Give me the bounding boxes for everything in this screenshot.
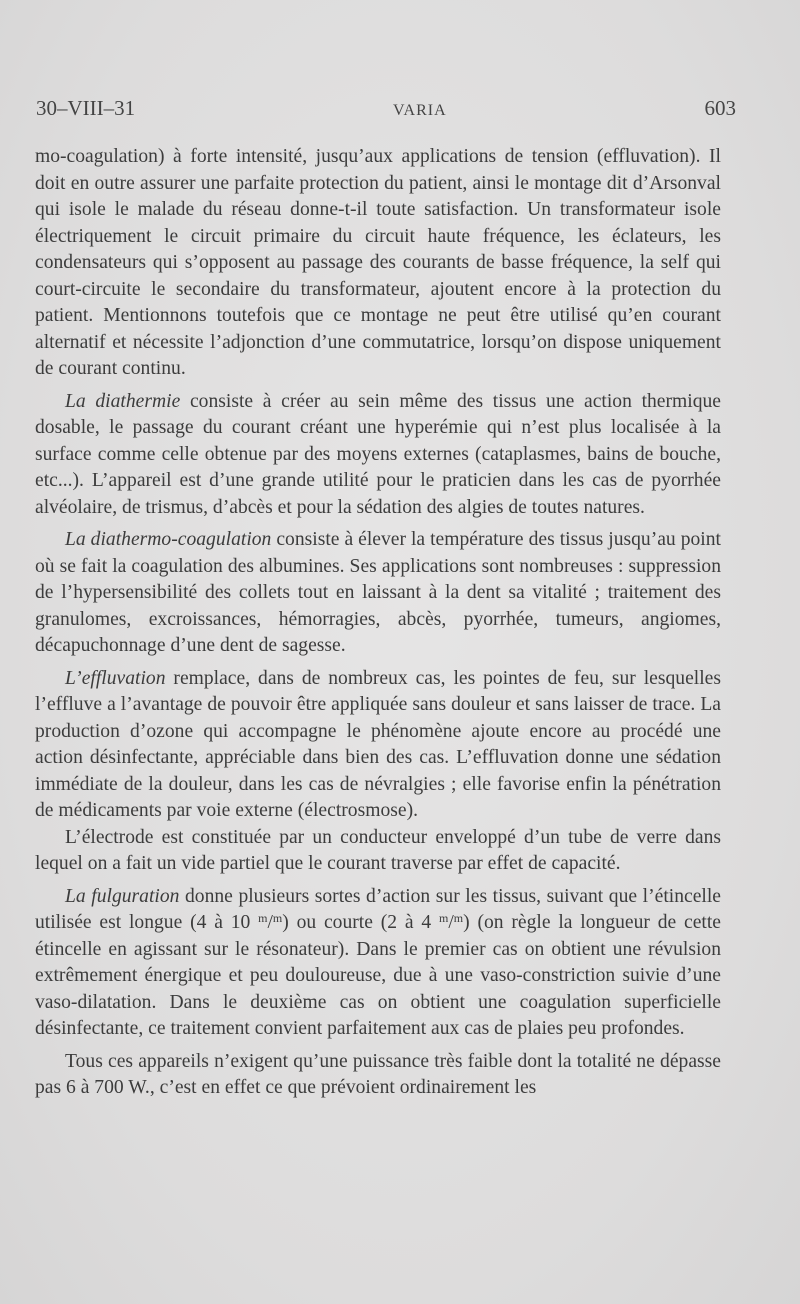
- page-number: 603: [704, 96, 736, 120]
- paragraph-appareils: Tous ces appareils n’exigent qu’une puissance très faible dont la totalité ne dépasse pas 6 à 700 W., c’est en effet ce que prévoient ordinairement les: [35, 1050, 721, 1098]
- paragraph-diathermo-coagulation-text: consiste à élever la température des tissus jusqu’au point où se fait la coagulation des albumines. Ses applications sont nombreuses : suppression de l’hypersensibilité des collets tout en laissant à la dent sa vitalité ; traitement des granulomes, excroissances, hémorragies, abcès, pyorrhée, tumeurs, angiomes, décapuchonnage d’une dent de sagesse.: [35, 529, 721, 656]
- body-text: [35, 144, 721, 1102]
- paragraph-diathermo-coagulation: [35, 527, 721, 660]
- paragraph-fulguration: [35, 884, 721, 1043]
- paragraph-fulguration-text-a: donne plusieurs sortes d’action sur les tissus, suivant que l’étincelle utilisée est longue (4 à 10: [35, 885, 721, 933]
- term-diathermo-coagulation: La diathermo-coagulation: [65, 529, 272, 550]
- running-header: [36, 96, 736, 126]
- paragraph-fulguration-text-c: ) (on règle la longueur de cette étincelle en agissant sur le résonateur). Dans le premier cas on obtient une révulsion extrêmement énergique et peu douloureuse, due à une vaso-constriction suivie d’une vaso-dilatation. Dans le deuxième cas on obtient une coagulation superficielle désinfectante, ce traitement convient parfaitement aux cas de plaies peu profondes.: [35, 912, 722, 1039]
- paragraph-fulguration-text-b: ) ou courte (2 à 4: [282, 912, 439, 933]
- paragraph-continuation: mo-coagulation) à forte intensité, jusqu’aux applications de tension (effluvation). Il doit en outre assurer une parfaite protection du patient, ainsi le montage dit d’Arsonval qui isole le malade du réseau donne-t-il toute satisfaction. Un transformateur isole électriquement le circuit primaire du circuit haute fréquence, les éclateurs, les condensateurs qui s’opposent au passage des courants de basse fréquence, la self qui court-circuite le secondaire du transformateur, ajoutent encore à la protection du patient. Mentionnons toutefois que ce montage ne peut être utilisé qu’en courant alternatif et nécessite l’adjonction d’une commutatrice, lorsqu’on dispose uniquement de courant continu.: [35, 146, 721, 379]
- unit-superscript: m: [453, 911, 464, 925]
- term-fulguration: La fulguration: [65, 885, 180, 907]
- unit-superscript: m: [438, 911, 449, 925]
- unit-slash: /: [448, 912, 454, 933]
- unit-superscript: m: [272, 911, 283, 925]
- paragraph-electrode: L’électrode est constituée par un conducteur enveloppé d’un tube de verre dans lequel on a fait un vide partiel que le courant traverse par effet de capacité.: [35, 826, 721, 874]
- paragraph-diathermie: [35, 389, 721, 522]
- unit-slash: /: [267, 912, 273, 933]
- paragraph-diathermie-text: consiste à créer au sein même des tissus une action thermique dosable, le passage du courant créant une hyperémie qui n’est plus localisée à la surface comme celle obtenue par des moyens externes (cataplasmes, bains de bouche, etc...). L’appareil est d’une grande utilité pour le praticien dans les cas de pyorrhée alvéolaire, de trismus, d’abcès et pour la sédation des algies de toutes natures.: [35, 390, 722, 518]
- paragraph-effluvation-text: remplace, dans de nombreux cas, les pointes de feu, sur lesquelles l’effluve a l’avantage de pouvoir être appliquée sans douleur et sans laisser de trace. La production d’ozone qui accompagne le phénomène ajoute encore au procédé une action désinfectante, appréciable dans bien des cas. L’effluvation donne une sédation immédiate de la douleur, dans les cas de névralgies ; elle favorise enfin la pénétration de médicaments par voie externe (électrosmose).: [35, 667, 721, 821]
- unit-superscript: m: [258, 911, 268, 925]
- header-section-title: VARIA: [393, 102, 447, 119]
- term-effluvation: L’effluvation: [65, 667, 166, 689]
- term-diathermie: La diathermie: [65, 390, 181, 412]
- header-date: 30–VIII–31: [36, 96, 136, 120]
- paragraph-effluvation: [35, 666, 721, 825]
